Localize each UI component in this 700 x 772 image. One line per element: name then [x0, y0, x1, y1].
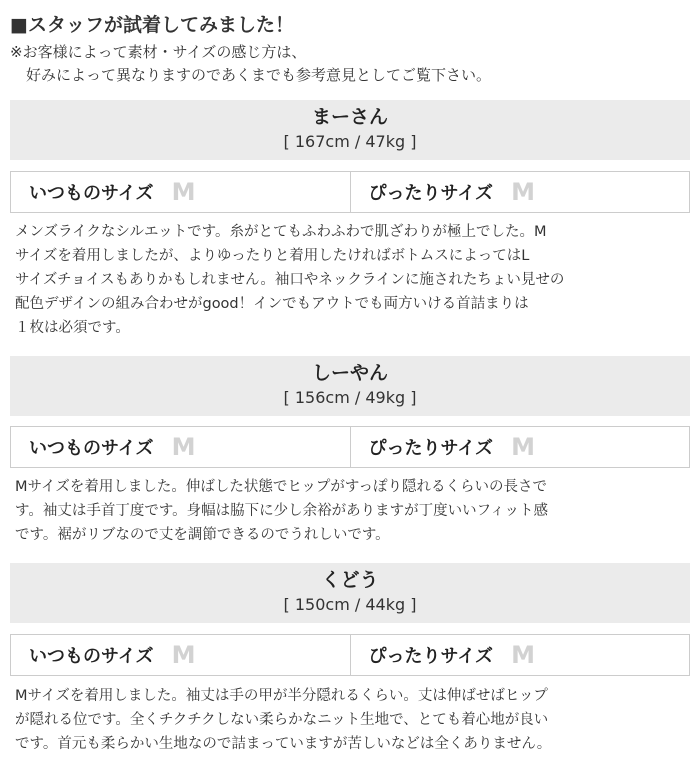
size-row-2	[10, 426, 690, 468]
usual-size-label: いつものサイズ	[29, 646, 154, 667]
comment-line: Mサイズを着用しました。伸ばした状態でヒップがすっぽり隠れるくらいの長さで	[15, 479, 548, 495]
staff-comment-2	[15, 475, 687, 547]
comment-line: メンズライクなシルエットです。糸がとてもふわふわで肌ざわりが極上でした。M	[15, 224, 547, 240]
comment-line: です。首元も柔らかい生地なので詰まっていますが苦しいなどは全くありません。	[15, 736, 552, 752]
fit-size-label: ぴったりサイズ	[368, 438, 494, 459]
comment-line: サイズチョイスもありかもしれません。袖口やネックラインに施されたちょい見せの	[15, 272, 565, 288]
section-heading: ■スタッフが試着してみました！	[10, 14, 294, 36]
comment-line: が隠れる位です。全くチクチクしない柔らかなニット生地で、とても着心地が良い	[15, 712, 549, 728]
note-line-1: ※お客様によって素材・サイズの感じ方は、	[10, 43, 307, 61]
fit-size-cell	[350, 427, 690, 467]
fit-size-value: M	[511, 433, 535, 461]
size-row-3	[10, 634, 690, 676]
fit-size-cell	[350, 635, 690, 675]
usual-size-value: M	[171, 178, 196, 206]
comment-line: す。袖丈は手首丁度です。身幅は脇下に少し余裕がありますが丁度いいフィット感	[15, 503, 549, 519]
fit-size-label: ぴったりサイズ	[368, 646, 494, 667]
usual-size-label: いつものサイズ	[29, 438, 154, 459]
usual-size-cell	[11, 635, 350, 675]
comment-line: 配色デザインの組み合わせがgood！インでもアウトでも両方いける首詰まりは	[15, 296, 529, 312]
staff-name: しーやん	[311, 362, 388, 384]
staff-name: まーさん	[311, 106, 388, 128]
size-row-1	[10, 171, 690, 213]
staff-stats: [ 150cm / 44kg ]	[283, 595, 417, 614]
usual-size-value: M	[171, 641, 196, 669]
usual-size-cell	[11, 427, 350, 467]
comment-line: １枚は必須です。	[15, 320, 130, 336]
staff-stats: [ 167cm / 47kg ]	[283, 132, 417, 151]
usual-size-label: いつものサイズ	[29, 183, 154, 204]
staff-stats: [ 156cm / 49kg ]	[283, 388, 417, 407]
usual-size-cell	[11, 172, 350, 212]
comment-line: サイズを着用しましたが、よりゆったりと着用したければボトムスによってはL	[15, 248, 530, 264]
staff-comment-3	[15, 684, 687, 756]
staff-name: くどう	[321, 569, 379, 591]
disclaimer-note	[10, 41, 491, 87]
fit-size-value: M	[511, 641, 535, 669]
staff-header-2	[10, 356, 690, 416]
fit-size-label: ぴったりサイズ	[368, 183, 494, 204]
staff-header-1	[10, 100, 690, 160]
fit-size-cell	[350, 172, 690, 212]
usual-size-value: M	[171, 433, 196, 461]
comment-line: Mサイズを着用しました。袖丈は手の甲が半分隠れるくらい。丈は伸ばせばヒップ	[15, 688, 548, 704]
comment-line: です。裾がリブなので丈を調節できるのでうれしいです。	[15, 527, 390, 543]
note-line-2: 好みによって異なりますのであくまでも参考意見としてご覧下さい。	[26, 66, 492, 84]
staff-header-3	[10, 563, 690, 623]
fit-size-value: M	[511, 178, 535, 206]
staff-comment-1	[15, 220, 687, 340]
